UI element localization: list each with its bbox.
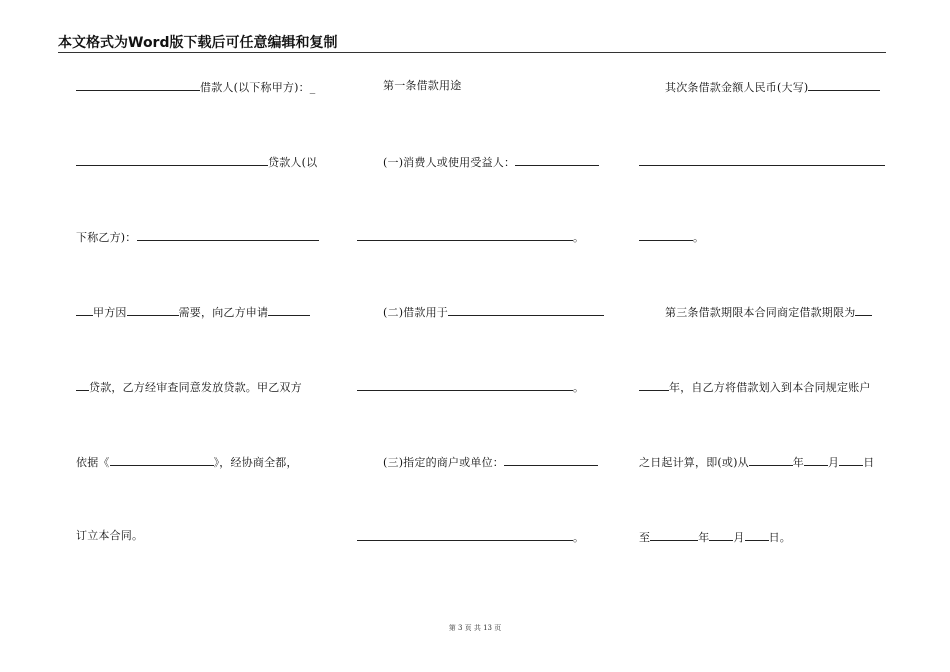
blank-field bbox=[639, 229, 693, 241]
col3-line-5 bbox=[639, 379, 871, 395]
col1-line-2 bbox=[76, 154, 317, 170]
text-fragment: (二)借款用于 bbox=[383, 306, 448, 319]
col3-line-2 bbox=[639, 154, 885, 170]
col1-line-1 bbox=[76, 79, 315, 95]
text-fragment: 甲方因 bbox=[93, 306, 127, 319]
text-fragment: 贷款，乙方经审查同意发放贷款。甲乙双方 bbox=[89, 381, 302, 394]
blank-field bbox=[839, 454, 863, 466]
lender-label: 贷款人(以 bbox=[268, 156, 318, 169]
blank-field bbox=[76, 379, 89, 391]
text-fragment: (三)指定的商户或单位： bbox=[383, 456, 504, 469]
text-fragment: 年 bbox=[698, 531, 710, 544]
blank-field bbox=[650, 529, 698, 541]
blank-field bbox=[808, 79, 880, 91]
col3-line-4 bbox=[665, 304, 872, 320]
blank-field bbox=[804, 454, 828, 466]
blank-field bbox=[357, 379, 573, 391]
col3-line-7 bbox=[639, 529, 791, 545]
blank-field bbox=[76, 304, 93, 316]
lender-label-cont: 下称乙方)： bbox=[76, 231, 137, 244]
text-fragment: 。 bbox=[693, 231, 705, 244]
col2-line-6 bbox=[383, 454, 598, 470]
article-1-heading: 第一条借款用途 bbox=[383, 79, 462, 92]
blank-field bbox=[515, 154, 599, 166]
text-fragment: 日 bbox=[863, 456, 875, 469]
blank-field bbox=[639, 154, 885, 166]
blank-field bbox=[745, 529, 769, 541]
blank-field bbox=[76, 154, 268, 166]
text-fragment: 依据《 bbox=[76, 456, 110, 469]
col1-line-6 bbox=[76, 454, 298, 470]
article-2-heading: 其次条借款金额人民币(大写) bbox=[665, 81, 809, 94]
borrower-label: 借款人(以下称甲方)：_ bbox=[200, 81, 316, 94]
blank-field bbox=[268, 304, 310, 316]
col3-line-3 bbox=[639, 229, 704, 245]
col2-line-1 bbox=[383, 79, 461, 93]
blank-field bbox=[127, 304, 179, 316]
blank-field bbox=[357, 229, 573, 241]
text-fragment: (一)消费人或使用受益人： bbox=[383, 156, 516, 169]
text-fragment: 。 bbox=[573, 381, 585, 394]
blank-field bbox=[448, 304, 604, 316]
blank-field bbox=[137, 229, 319, 241]
col2-line-7 bbox=[357, 529, 584, 545]
blank-field bbox=[639, 379, 669, 391]
col1-line-5 bbox=[76, 379, 302, 395]
document-header-title: 本文格式为Word版下载后可任意编辑和复制 bbox=[58, 35, 338, 51]
text-fragment: 订立本合同。 bbox=[76, 529, 144, 542]
col3-line-6 bbox=[639, 454, 874, 470]
text-fragment: 日。 bbox=[768, 531, 792, 544]
blank-field bbox=[357, 529, 573, 541]
article-3-heading: 第三条借款期限本合同商定借款期限为 bbox=[665, 306, 856, 319]
col2-line-5 bbox=[357, 379, 584, 395]
blank-field bbox=[709, 529, 733, 541]
text-fragment: 。 bbox=[573, 531, 585, 544]
col1-line-3 bbox=[76, 229, 319, 245]
text-fragment: 年 bbox=[792, 456, 804, 469]
blank-field bbox=[855, 304, 872, 316]
col2-line-4 bbox=[383, 304, 604, 320]
text-fragment: 月 bbox=[733, 531, 745, 544]
text-fragment: 年，自乙方将借款划入到本合同规定账户 bbox=[669, 381, 871, 394]
text-fragment: 之日起计算，即(或)从 bbox=[639, 456, 749, 469]
blank-field bbox=[110, 454, 214, 466]
text-fragment: 月 bbox=[828, 456, 840, 469]
col1-line-4 bbox=[76, 304, 310, 320]
text-fragment: 需要，向乙方申请 bbox=[178, 306, 269, 319]
col2-line-3 bbox=[357, 229, 584, 245]
blank-field bbox=[504, 454, 598, 466]
header-divider bbox=[58, 52, 886, 53]
text-fragment: 。 bbox=[573, 231, 585, 244]
blank-field bbox=[749, 454, 793, 466]
blank-field bbox=[76, 79, 200, 91]
col2-line-2 bbox=[383, 154, 599, 170]
col3-line-1 bbox=[665, 79, 880, 95]
text-fragment: 》，经协商全都， bbox=[213, 456, 298, 469]
col1-line-7 bbox=[76, 529, 143, 543]
page-number-footer: 第 3 页 共 13 页 bbox=[448, 624, 502, 632]
text-fragment: 至 bbox=[639, 531, 651, 544]
